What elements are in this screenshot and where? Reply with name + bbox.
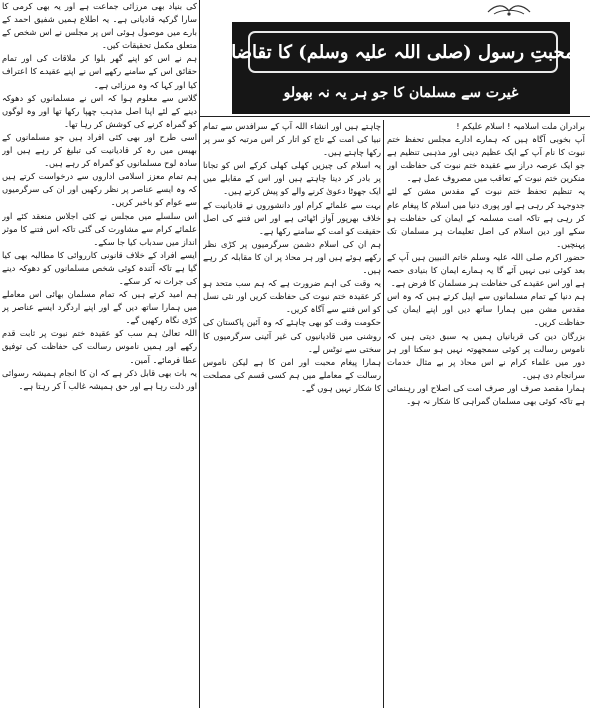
paragraph: حکومت وقت کو بھی چاہئے کہ وہ آئین پاکستان کی روشنی میں قادیانیوں کی غیر آئینی سرگرمیوں کا سختی سے نوٹس لے۔ <box>203 317 381 354</box>
paragraph: ہم تمام معزز اسلامی اداروں سے درخواست کرتے ہیں کہ وہ ایسے عناصر پر نظر رکھیں اور ان کی سرگرمیوں سے عوام کو باخبر کریں۔ <box>2 171 197 208</box>
paragraph: برادران ملت اسلامیہ ! اسلام علیکم ! <box>456 121 585 131</box>
paragraph: اللہ تعالیٰ ہم سب کو عقیدہ ختم نبوت پر ثابت قدم رکھے اور ہمیں ناموس رسالت کی حفاظت کی توفیق عطا فرمائے۔ آمین۔ <box>2 328 197 365</box>
paragraph: ایسے افراد کے خلاف قانونی کارروائی کا مطالبہ بھی کیا گیا ہے تاکہ آئندہ کوئی شخص مسلمانوں کو دھوکہ دینے کی جرات نہ کر سکے۔ <box>2 249 197 286</box>
column-divider-left <box>199 0 200 708</box>
paragraph: کی بنیاد بھی مرزائی جماعت ہے اور یہ بھی کرمی کا سارا گرکیہ قادیانی ہے۔ یہ اطلاع ہمیں شفیق احمد کے بارے میں موصول ہوئی اس پر مجلس نے اس شخص کے متعلق مکمل تحقیقات کیں۔ <box>2 1 197 51</box>
banner-divider <box>200 116 590 117</box>
paragraph: ہمارا پیغام محبت اور امن کا ہے لیکن ناموس رسالت کے معاملے میں ہم کسی قسم کی مصلحت کا شکار نہیں ہوں گے۔ <box>203 356 381 393</box>
column-divider-right <box>383 120 384 708</box>
paragraph: یہ بات بھی قابل ذکر ہے کہ ان کا انجام ہمیشہ رسوائی اور ذلت رہا ہے اور حق ہمیشہ غالب آ کر رہتا ہے۔ <box>2 367 197 391</box>
paragraph: بزرگان دین کی قربانیاں ہمیں یہ سبق دیتی ہیں کہ ناموس رسالت پر کوئی سمجھوتہ نہیں ہو سکتا اور ہر دور میں علماء کرام نے اس محاذ پر بے مثال خدمات سرانجام دی ہیں۔ <box>387 330 585 380</box>
paragraph: یہ اسلام کی چیزیں کھلی کھلی کرکے اس کو تجانا پر بادر کر دینا چاہتے ہیں اور اس کے مقابلے میں ایک جھوٹا دعویٰ کرنے والے کو پیش کرتے ہیں۔ <box>203 160 381 197</box>
paragraph: آپ بخوبی آگاہ ہیں کہ ہمارے ادارے مجلس تحفظ ختم نبوت کا نام آپ کے ایک عظیم دینی اور مذہبی تنظیم ہے جو ایک عرصہ دراز سے عقیدہ ختم نبوت کی حفاظت اور منکرین ختم نبوت کے تعاقب میں مصروف عمل ہے۔ <box>387 134 585 184</box>
paragraph: یہ وقت کی اہم ضرورت ہے کہ ہم سب متحد ہو کر عقیدہ ختم نبوت کی حفاظت کریں اور نئی نسل کو اس فتنے سے آگاہ کریں۔ <box>203 278 381 315</box>
headline-title: محبتِ رسول (صلی اللہ علیہ وسلم) کا تقاضا <box>231 41 575 63</box>
paragraph: ہم دنیا کے تمام مسلمانوں سے اپیل کرتے ہیں کہ وہ اس مقدس مشن میں ہمارا ساتھ دیں اور اپنے ایمان کی حفاظت کریں۔ <box>387 291 585 328</box>
paragraph: گلاس سے معلوم ہوا کہ اس نے مسلمانوں کو دھوکہ دینے کے لئے اپنا اصل مذہب چھپا رکھا تھا اور وہ لوگوں کو گمراہ کرنے کی کوشش کر رہا تھا۔ <box>2 92 197 129</box>
paragraph: اسی طرح اور بھی کئی افراد ہیں جو مسلمانوں کے بھیس میں رہ کر قادیانیت کی تبلیغ کر رہے ہیں اور سادہ لوح مسلمانوں کو گمراہ کر رہے ہیں۔ <box>2 131 197 169</box>
paragraph: یہ تنظیم تحفظ ختم نبوت کے مقدس مشن کے لئے جدوجہد کر رہی ہے اور پوری دنیا میں اسلام کا پیغام عام کر رہی ہے تاکہ امت مسلمہ کے ایمان کی حفاظت ہو سکے اور دین اسلام کی اصل تعلیمات ہر مسلمان تک پہنچیں۔ <box>387 186 585 249</box>
headline-subtitle: غیرت سے مسلمان کا جو ہر یہ نہ بھولو <box>283 85 519 101</box>
flourish-ornament-icon <box>486 2 532 18</box>
paragraph: ہمارا مقصد صرف اور صرف امت کی اصلاح اور رہنمائی ہے تاکہ کوئی بھی مسلمان گمراہی کا شکار نہ ہو۔ <box>387 382 585 406</box>
paragraph: بہت سے علمائے کرام اور دانشوروں نے قادیانیت کے خلاف بھرپور آواز اٹھائی ہے اور اس فتنے کی اصل حقیقت کو امت کے سامنے رکھا ہے۔ <box>203 199 381 236</box>
article-column-left <box>2 0 197 708</box>
paragraph: حضور اکرم صلی اللہ علیہ وسلم خاتم النبیین ہیں آپ کے بعد کوئی نبی نہیں آئے گا یہ ہمارے ایمان کا بنیادی حصہ ہے اور اس عقیدے کی حفاظت ہر مسلمان کا فرض ہے۔ <box>387 251 585 289</box>
paragraph: ہم امید کرتے ہیں کہ تمام مسلمان بھائی اس معاملے میں ہمارا ساتھ دیں گے اور اپنے اردگرد ایسے عناصر پر کڑی نگاہ رکھیں گے۔ <box>2 289 197 326</box>
article-column-middle <box>203 120 381 708</box>
article-column-right <box>387 120 585 708</box>
paragraph: اس سلسلے میں مجلس نے کئی اجلاس منعقد کئے اور علمائے کرام سے مشاورت کی گئی تاکہ اس فتنے کا موثر انداز میں سدباب کیا جا سکے۔ <box>2 210 197 247</box>
paragraph: چاہتے ہیں اور انشاء اللہ آپ کے سرافدس سے تمام نبیا کی امت کے تاج کو اتار کر اس مرتبہ کو سر پر رکھا چاہتے ہیں۔ <box>203 121 381 158</box>
paragraph: ہم نے اس کو اپنے گھر بلوا کر ملاقات کی اور تمام حقائق اس کے سامنے رکھے اس نے اپنے عقیدے کا اعتراف کیا اور کہا کہ وہ مرزائی ہے۔ <box>2 53 197 90</box>
paragraph: ہم ان کی اسلام دشمن سرگرمیوں پر کڑی نظر رکھے ہوئے ہیں اور ہر محاذ پر ان کا مقابلہ کر رہے ہیں۔ <box>203 238 381 276</box>
